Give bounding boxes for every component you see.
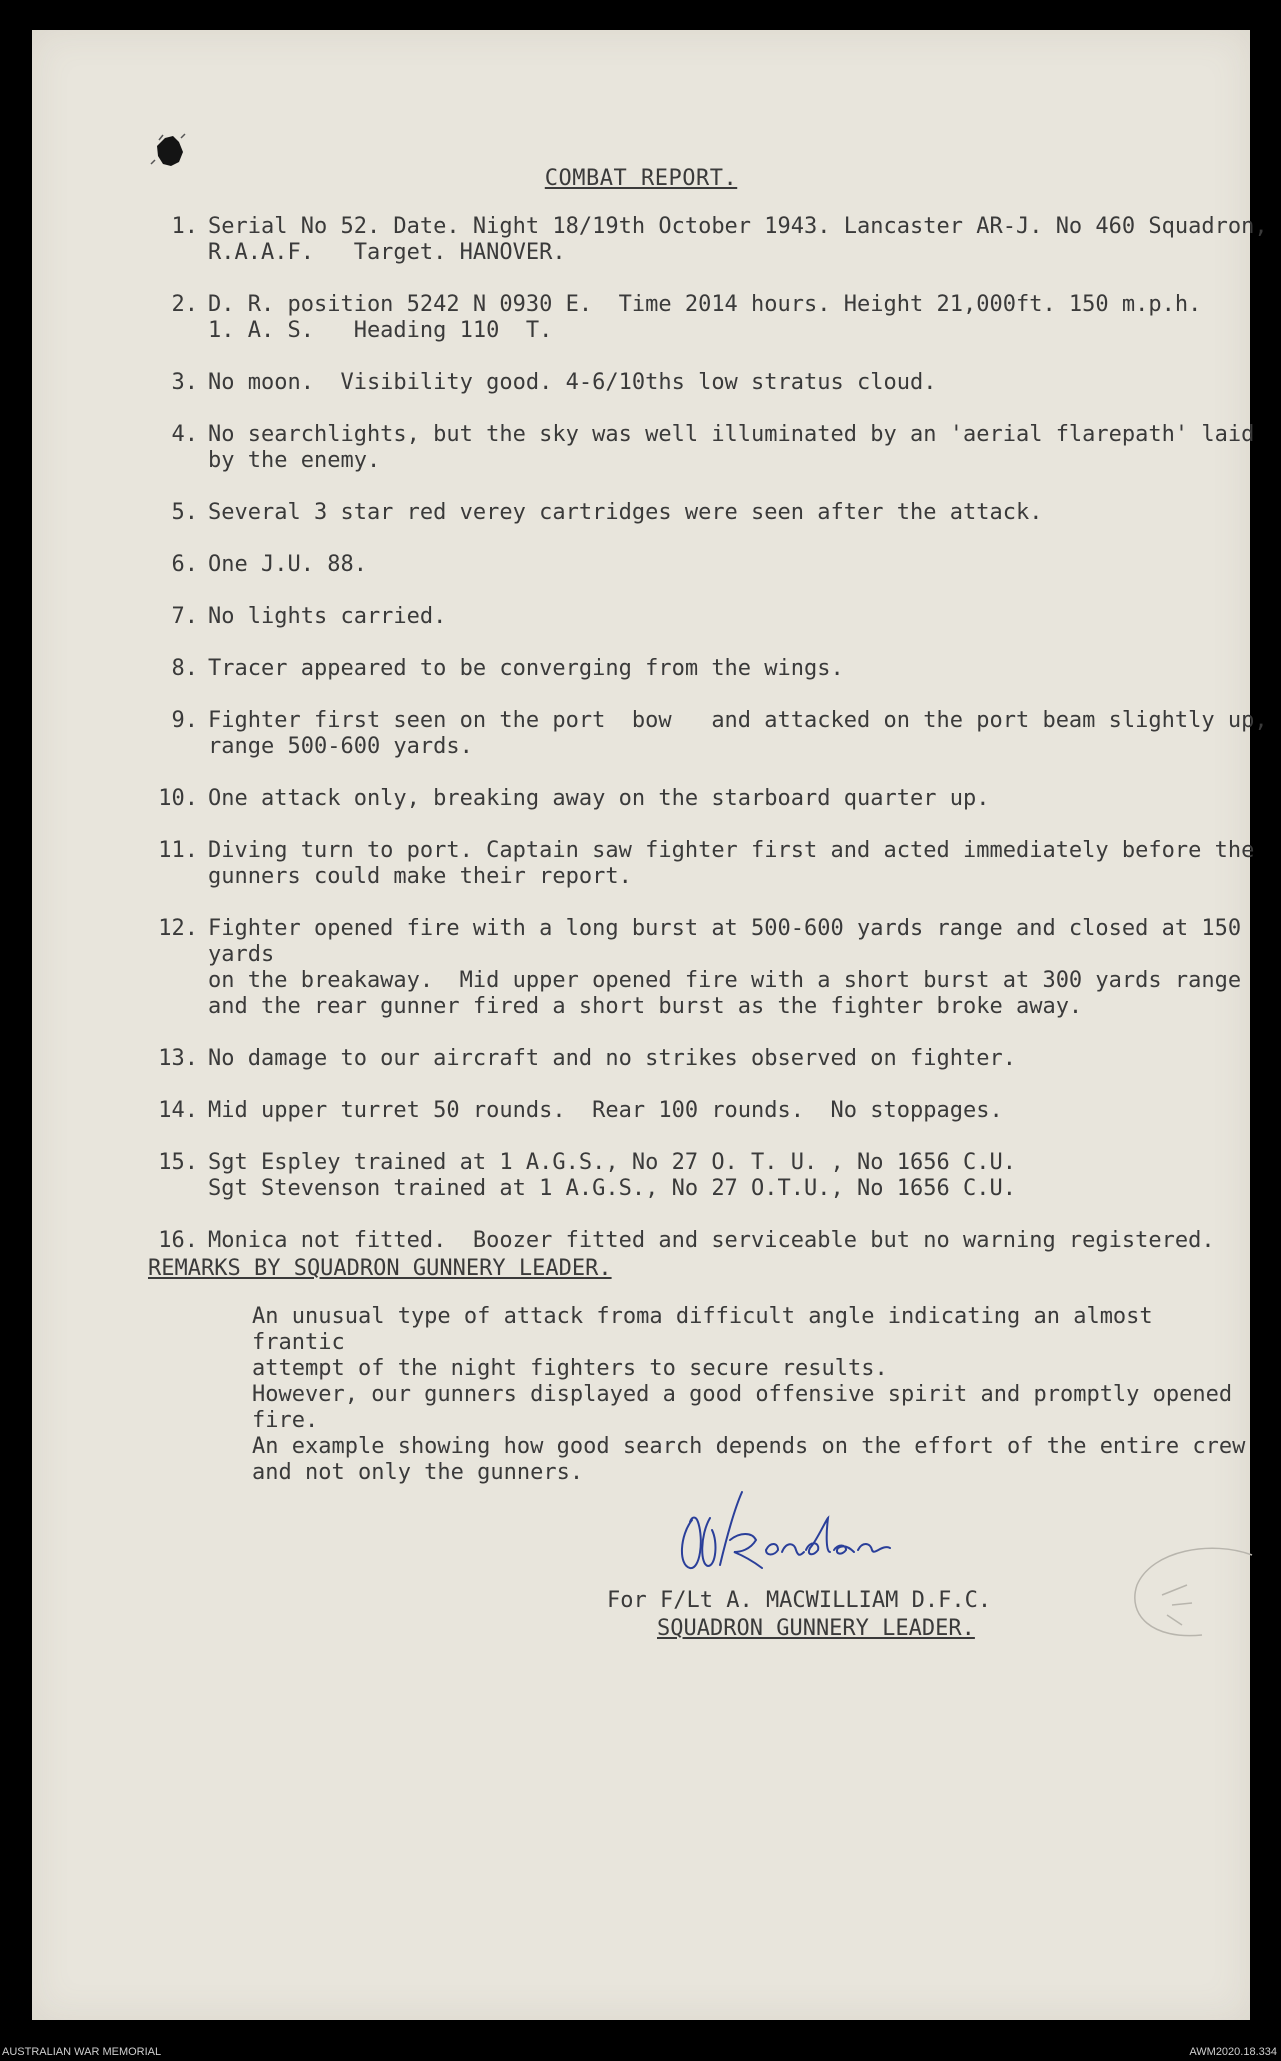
report-title: COMBAT REPORT. <box>544 166 738 191</box>
report-item <box>142 838 1281 890</box>
item-text: Monica not fitted. Boozer fitted and serviceable but no warning registered. <box>208 1228 1215 1253</box>
report-item <box>142 1046 1281 1072</box>
document-page <box>32 30 1268 2020</box>
report-item <box>142 552 1281 578</box>
report-items <box>142 214 1281 1280</box>
remarks-body <box>252 1304 1252 1486</box>
squadron-gunnery-leader-line: SQUADRON GUNNERY LEADER. <box>657 1616 975 1641</box>
item-text: No searchlights, but the sky was well illuminated by an 'aerial flarepath' laid by the enemy. <box>208 422 1255 473</box>
item-number: 16. <box>158 1228 198 1253</box>
report-item <box>142 708 1281 760</box>
item-number: 8. <box>171 656 198 681</box>
report-item <box>142 422 1281 474</box>
report-item <box>142 500 1281 526</box>
report-item <box>142 214 1281 266</box>
item-number: 10. <box>158 786 198 811</box>
for-line: For F/Lt A. MACWILLIAM D.F.C. <box>607 1588 992 1613</box>
item-number: 9. <box>171 708 198 733</box>
report-item <box>142 604 1281 630</box>
item-number: 1. <box>171 214 198 239</box>
item-number: 12. <box>158 916 198 941</box>
item-text: No damage to our aircraft and no strikes observed on fighter. <box>208 1046 1016 1071</box>
item-text: Mid upper turret 50 rounds. Rear 100 rounds. No stoppages. <box>208 1098 1003 1123</box>
item-number: 11. <box>158 838 198 863</box>
item-number: 13. <box>158 1046 198 1071</box>
footer-right-id: AWM2020.18.334 <box>1189 2046 1277 2058</box>
report-item <box>142 1150 1281 1202</box>
item-text: Several 3 star red verey cartridges were seen after the attack. <box>208 500 1043 525</box>
handwritten-signature <box>670 1480 910 1580</box>
item-text: D. R. position 5242 N 0930 E. Time 2014 hours. Height 21,000ft. 150 m.p.h. 1. A. S. Heading 110 T. <box>208 292 1202 343</box>
item-text: One J.U. 88. <box>208 552 367 577</box>
remarks-line: However, our gunners displayed a good offensive spirit and promptly opened <box>252 1382 1233 1407</box>
item-text: Tracer appeared to be converging from the wings. <box>208 656 844 681</box>
report-item <box>142 292 1281 344</box>
report-item <box>142 916 1281 1020</box>
item-text: One attack only, breaking away on the starboard quarter up. <box>208 786 990 811</box>
item-text: No moon. Visibility good. 4-6/10ths low stratus cloud. <box>208 370 937 395</box>
remarks-heading: REMARKS BY SQUADRON GUNNERY LEADER. <box>148 1256 612 1281</box>
item-number: 5. <box>171 500 198 525</box>
item-text: No lights carried. <box>208 604 447 629</box>
report-item <box>142 1228 1281 1254</box>
remarks-line: An unusual type of attack froma difficult angle indicating an almost frantic <box>252 1304 1153 1355</box>
item-number: 3. <box>171 370 198 395</box>
remarks-line: fire. <box>252 1408 319 1433</box>
remarks-line: An example showing how good search depends on the effort of the entire crew <box>252 1434 1246 1459</box>
item-text: Diving turn to port. Captain saw fighter first and acted immediately before the gunners could make their report. <box>208 838 1255 889</box>
item-text: Fighter opened fire with a long burst at 500-600 yards range and closed at 150 yards on the breakaway. Mid upper opened fire with a short burst at 300 yards range and the rear gunner fired a short burst as the fighter broke away. <box>208 916 1242 1019</box>
item-number: 4. <box>171 422 198 447</box>
report-item <box>142 370 1281 396</box>
footer-left-credit: AUSTRALIAN WAR MEMORIAL <box>2 2046 162 2058</box>
report-item <box>142 786 1281 812</box>
item-number: 6. <box>171 552 198 577</box>
remarks-line: attempt of the night fighters to secure results. <box>252 1356 888 1381</box>
report-item <box>142 1098 1281 1124</box>
item-number: 14. <box>158 1098 198 1123</box>
item-number: 7. <box>171 604 198 629</box>
item-number: 15. <box>158 1150 198 1175</box>
item-text: Fighter first seen on the port bow and attacked on the port beam slightly up, range 500-600 yards. <box>208 708 1268 759</box>
item-text: Serial No 52. Date. Night 18/19th October 1943. Lancaster AR-J. No 460 Squadron, R.A.A.F. Target. HANOVER. <box>208 214 1268 265</box>
faint-stamp-mark <box>1112 1535 1262 1655</box>
item-text: Sgt Espley trained at 1 A.G.S., No 27 O. T. U. , No 1656 C.U. Sgt Stevenson trained at 1 A.G.S., No 27 O.T.U., No 1656 C.U. <box>208 1150 1016 1201</box>
item-number: 2. <box>171 292 198 317</box>
remarks-line: and not only the gunners. <box>252 1460 584 1485</box>
report-item <box>142 656 1281 682</box>
